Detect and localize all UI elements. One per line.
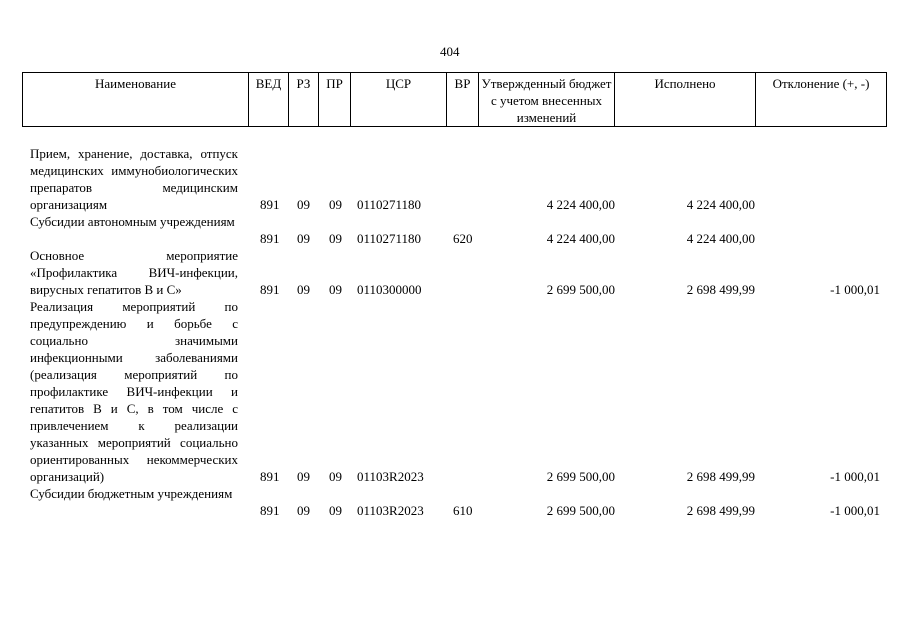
row-5-vr: 610 [453, 503, 473, 518]
row-2-name: Субсидии автономным учреждениям [30, 214, 235, 229]
row-3-deviation: -1 000,01 [830, 282, 880, 297]
row-2-approved: 4 224 400,00 [546, 231, 615, 246]
row-5-name: Субсидии бюджетным учреждениям [30, 486, 233, 501]
row-5-approved: 2 699 500,00 [546, 503, 615, 518]
row-1-approved: 4 224 400,00 [546, 197, 615, 212]
header-pr: ПР [319, 73, 351, 127]
row-5-csr: 01103R2023 [357, 503, 424, 518]
row-1-csr: 0110271180 [357, 197, 422, 212]
row-1-executed: 4 224 400,00 [686, 197, 755, 212]
row-5-ved: 891 [260, 503, 280, 518]
row-5-deviation: -1 000,01 [830, 503, 880, 518]
row-4-csr: 01103R2023 [357, 469, 424, 484]
row-5-executed: 2 698 499,99 [686, 503, 755, 518]
header-csr: ЦСР [351, 73, 447, 127]
row-3-executed: 2 698 499,99 [686, 282, 755, 297]
row-4-ved: 891 [260, 469, 280, 484]
row-3-ved: 891 [260, 282, 280, 297]
row-5-rz: 09 [297, 503, 310, 518]
table-header [22, 72, 887, 127]
row-3-rz: 09 [297, 282, 310, 297]
row-2-csr: 0110271180 [357, 231, 422, 246]
row-2-executed: 4 224 400,00 [686, 231, 755, 246]
row-5-pr: 09 [329, 503, 342, 518]
row-3-name: Основное мероприятие «Профилактика ВИЧ-инфекции, вирусных гепатитов В и С» [30, 248, 238, 297]
row-1-pr: 09 [329, 197, 342, 212]
row-3-approved: 2 699 500,00 [546, 282, 615, 297]
row-4-approved: 2 699 500,00 [546, 469, 615, 484]
row-1-ved: 891 [260, 197, 280, 212]
header-name: Наименование [23, 73, 249, 127]
row-3-csr: 0110300000 [357, 282, 422, 297]
page-number: 404 [440, 44, 460, 59]
row-3-pr: 09 [329, 282, 342, 297]
header-approved: Утвержденный бюджет с учетом внесенных изменений [479, 73, 615, 127]
row-1-name: Прием, хранение, доставка, отпуск медицинских иммунобиологических препаратов медицинским организациям [30, 146, 238, 212]
row-2-rz: 09 [297, 231, 310, 246]
header-vr: ВР [447, 73, 479, 127]
row-4-name: Реализация мероприятий по предупреждению и борьбе с социально значимыми инфекционными заболеваниями (реализация мероприятий по профилактике ВИЧ-инфекции и гепатитов В и С, в том числе с привлечением к реализации указанных мероприятий социально ориентированных некоммерческих организаций) [30, 299, 238, 484]
header-rz: РЗ [289, 73, 319, 127]
row-4-deviation: -1 000,01 [830, 469, 880, 484]
row-4-rz: 09 [297, 469, 310, 484]
header-deviation: Отклонение (+, -) [756, 73, 887, 127]
row-2-ved: 891 [260, 231, 280, 246]
row-4-executed: 2 698 499,99 [686, 469, 755, 484]
header-executed: Исполнено [615, 73, 756, 127]
row-2-pr: 09 [329, 231, 342, 246]
row-1-rz: 09 [297, 197, 310, 212]
row-2-vr: 620 [453, 231, 473, 246]
header-ved: ВЕД [249, 73, 289, 127]
row-4-pr: 09 [329, 469, 342, 484]
